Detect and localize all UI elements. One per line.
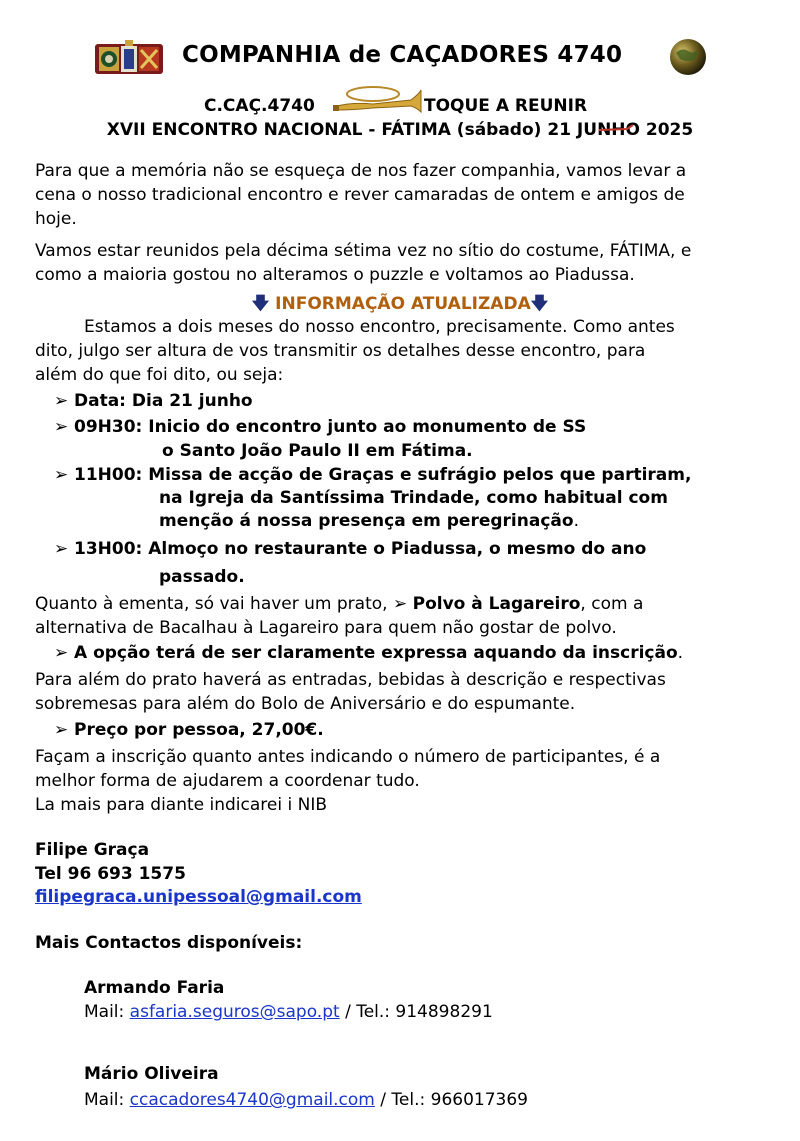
email-link[interactable]: ccacadores4740@gmail.com bbox=[129, 1090, 375, 1110]
contact-person-name: Armando Faria bbox=[84, 978, 225, 998]
company-code: C.CAÇ.4740 bbox=[204, 96, 315, 116]
page-title: COMPANHIA de CAÇADORES 4740 bbox=[182, 42, 623, 68]
down-arrow-icon: 🡇 bbox=[530, 294, 549, 314]
arrowhead-bullet-icon: ➢ bbox=[54, 539, 69, 559]
company-crest-icon bbox=[95, 40, 163, 78]
arrowhead-bullet-icon: ➢ bbox=[54, 391, 69, 411]
schedule-item-cont: na Igreja da Santíssima Trindade, como habitual com bbox=[159, 488, 668, 508]
event-line bbox=[0, 120, 800, 140]
closing-line: melhor forma de ajudarem a coordenar tudo. bbox=[35, 771, 420, 791]
menu-line: sobremesas para além do Bolo de Aniversário e do espumante. bbox=[35, 694, 576, 714]
closing-line: Façam a inscrição quanto antes indicando o número de participantes, é a bbox=[35, 747, 661, 767]
bugle-icon bbox=[333, 82, 423, 118]
arrowhead-bullet-icon: ➢ bbox=[54, 417, 69, 437]
intro-line: como a maioria gostou no alteramos o puzzle e voltamos ao Piadussa. bbox=[35, 265, 635, 285]
menu-line: Quanto à ementa, só vai haver um prato, ➢ Polvo à Lagareiro, com a bbox=[35, 594, 644, 614]
schedule-item-cont: passado. bbox=[159, 567, 245, 587]
schedule-item: ➢ 13H00: Almoço no restaurante o Piadussa, o mesmo do ano bbox=[54, 539, 647, 559]
info-line: além do que foi dito, ou seja: bbox=[35, 365, 284, 385]
intro-line: Vamos estar reunidos pela décima sétima vez no sítio do costume, FÁTIMA, e bbox=[35, 241, 692, 261]
schedule-item-cont: o Santo João Paulo II em Fátima. bbox=[162, 441, 473, 461]
info-line: dito, julgo ser altura de vos transmitir os detalhes desse encontro, para bbox=[35, 341, 646, 361]
arrowhead-bullet-icon: ➢ bbox=[392, 594, 408, 614]
schedule-item: ➢ 11H00: Missa de acção de Graças e sufrágio pelos que partiram, bbox=[54, 465, 692, 485]
contact-name: Filipe Graça bbox=[35, 840, 150, 860]
contact-person-line: Mail: ccacadores4740@gmail.com / Tel.: 966017369 bbox=[84, 1090, 528, 1110]
strike-mark-icon bbox=[597, 122, 635, 136]
intro-line: Para que a memória não se esqueça de nos fazer companhia, vamos levar a bbox=[35, 161, 687, 181]
price: ➢ Preço por pessoa, 27,00€. bbox=[54, 720, 324, 740]
event-date: 21 JUNHO 2025 bbox=[547, 120, 694, 140]
closing-line: La mais para diante indicarei i NIB bbox=[35, 795, 328, 815]
event-title: XVII ENCONTRO NACIONAL - FÁTIMA (sábado) bbox=[106, 120, 542, 140]
contact-email bbox=[35, 885, 362, 909]
arrowhead-bullet-icon: ➢ bbox=[54, 465, 69, 485]
arrowhead-bullet-icon: ➢ bbox=[54, 720, 69, 740]
arrowhead-bullet-icon: ➢ bbox=[54, 643, 69, 663]
menu-option: ➢ A opção terá de ser claramente expressa aquando da inscrição. bbox=[54, 643, 684, 663]
contact-person-name: Mário Oliveira bbox=[84, 1064, 219, 1084]
down-arrow-icon: 🡇 bbox=[251, 294, 270, 314]
email-link[interactable]: asfaria.seguros@sapo.pt bbox=[129, 1002, 340, 1022]
schedule-item: ➢ 09H30: Inicio do encontro junto ao monumento de SS bbox=[54, 417, 587, 437]
contact-tel: Tel 96 693 1575 bbox=[35, 864, 186, 884]
schedule-item-cont: menção á nossa presença em peregrinação. bbox=[159, 511, 579, 531]
header bbox=[0, 34, 800, 84]
info-line: Estamos a dois meses do nosso encontro, precisamente. Como antes bbox=[84, 317, 675, 337]
call-to-gather: TOQUE A REUNIR bbox=[424, 96, 588, 116]
contact-person-line: Mail: asfaria.seguros@sapo.pt / Tel.: 914898291 bbox=[84, 1002, 493, 1022]
menu-line: alternativa de Bacalhau à Lagareiro para quem não gostar de polvo. bbox=[35, 618, 617, 638]
info-heading-text: INFORMAÇÃO ATUALIZADA bbox=[275, 294, 531, 314]
menu-line: Para além do prato haverá as entradas, bebidas à descrição e respectivas bbox=[35, 670, 666, 690]
subtitle-line bbox=[0, 96, 800, 122]
intro-line: cena o nosso tradicional encontro e rever camaradas de ontem e amigos de bbox=[35, 185, 685, 205]
schedule-date: ➢ Data: Dia 21 junho bbox=[54, 391, 253, 411]
globe-icon bbox=[668, 37, 708, 77]
menu-dish: Polvo à Lagareiro bbox=[412, 594, 581, 614]
email-link[interactable]: filipegraca.unipessoal@gmail.com bbox=[35, 887, 362, 907]
more-contacts-heading: Mais Contactos disponíveis: bbox=[35, 933, 303, 953]
intro-line: hoje. bbox=[35, 209, 77, 229]
